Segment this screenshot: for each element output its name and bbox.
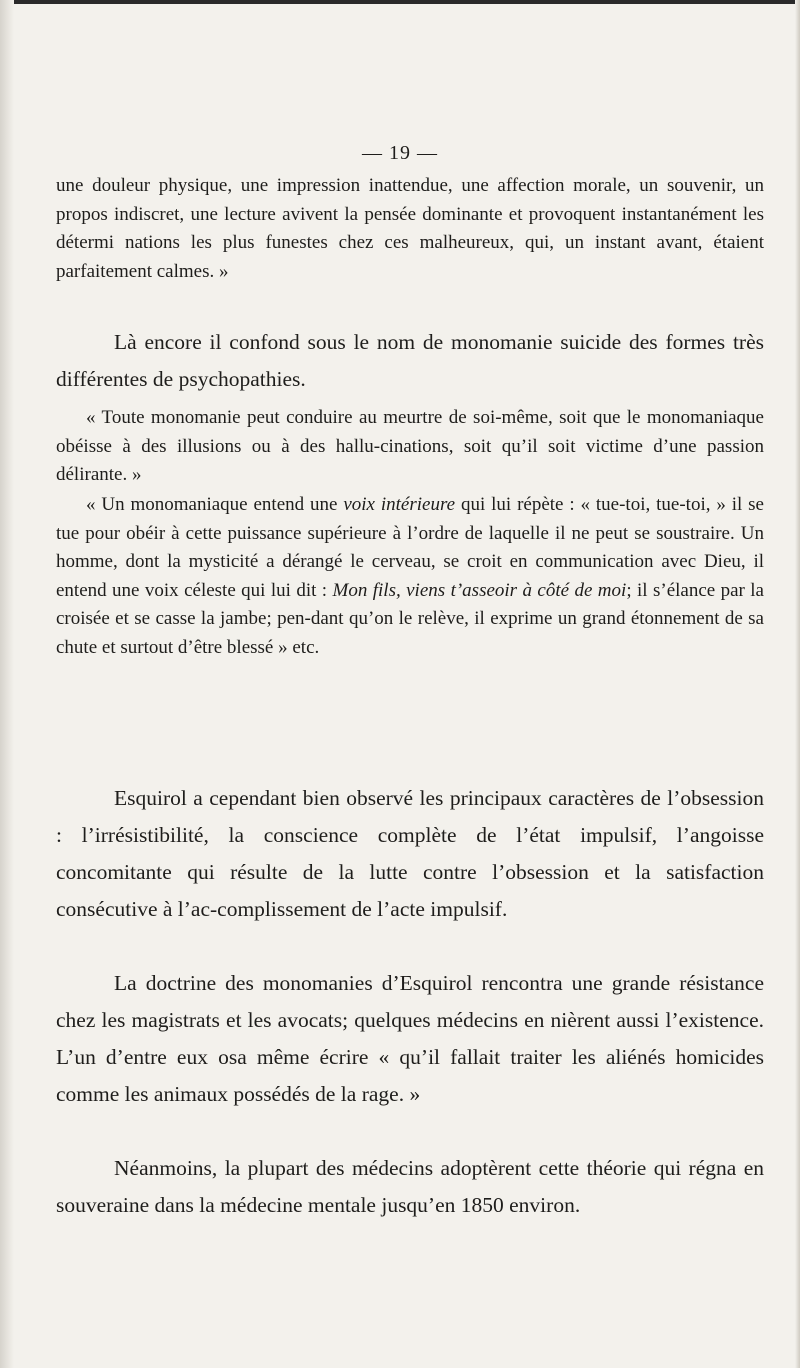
paragraph-neanmoins: Néanmoins, la plupart des médecins adoptèrent cette théorie qui régna en souveraine dans la médecine mentale jusqu’en 1850 environ.: [56, 1156, 764, 1217]
page-top-edge: [0, 0, 800, 4]
quote-italic-voix: voix intérieure: [343, 494, 456, 515]
paragraph-doctrine: La doctrine des monomanies d’Esquirol rencontra une grande résistance chez les magistrats et les avocats; quelques médecins en nièrent aussi l’existence. L’un d’entre eux osa même écrire « qu’il fallait traiter les aliénés homicides comme les animaux possédés de la rage. »: [56, 971, 764, 1106]
paragraph-monomanie-suicide: Là encore il confond sous le nom de monomanie suicide des formes très différentes de psychopathies.: [56, 330, 764, 391]
page-number: — 19 —: [362, 142, 438, 164]
paragraph-quote-continuation: une douleur physique, une impression inattendue, une affection morale, un souvenir, un propos indiscret, une lecture avivent la pensée dominante et provoquent instantanément les détermi nations les plus funestes chez ces malheureux, qui, un instant avant, étaient parfaitement calmes. »: [56, 175, 764, 282]
quote-text-c: ; il s’élance par la croisée et se casse la jambe; pen-dant qu’on le relève, il exprime un grand étonnement de sa chute et surtout d’être blessé » etc.: [56, 579, 764, 658]
quote-italic-mon-fils: Mon fils, viens t’asseoir à côté de moi: [332, 579, 627, 601]
quote-text-b: qui lui répète : « tue-toi, tue-toi, » il se tue pour obéir à cette puissance supérieure à l’ordre de laquelle il ne peut se soustraire. Un homme, dont la mysticité a dérangé le cerveau, se croit en communication avec Dieu, il entend une voix céleste qui lui dit :: [56, 494, 764, 601]
paragraph-quote-toute-monomanie: « Toute monomanie peut conduire au meurtre de soi-même, soit que le monomaniaque obéisse à des illusions ou à des hallu-cinations, soit qu’il soit victime d’une passion délirante. »: [56, 407, 764, 486]
binding-shadow: [0, 0, 14, 1368]
page-right-edge: [795, 0, 800, 1368]
quote-text-a: « Un monomaniaque entend une: [86, 494, 344, 515]
paragraph-esquirol: Esquirol a cependant bien observé les principaux caractères de l’obsession : l’irrésistibilité, la conscience complète de l’état impulsif, l’angoisse concomitante qui résulte de la lutte contre l’obsession et la satisfaction consécutive à l’ac-complissement de l’acte impulsif.: [56, 786, 764, 921]
paragraph-quote-voix-interieure: [56, 491, 764, 663]
